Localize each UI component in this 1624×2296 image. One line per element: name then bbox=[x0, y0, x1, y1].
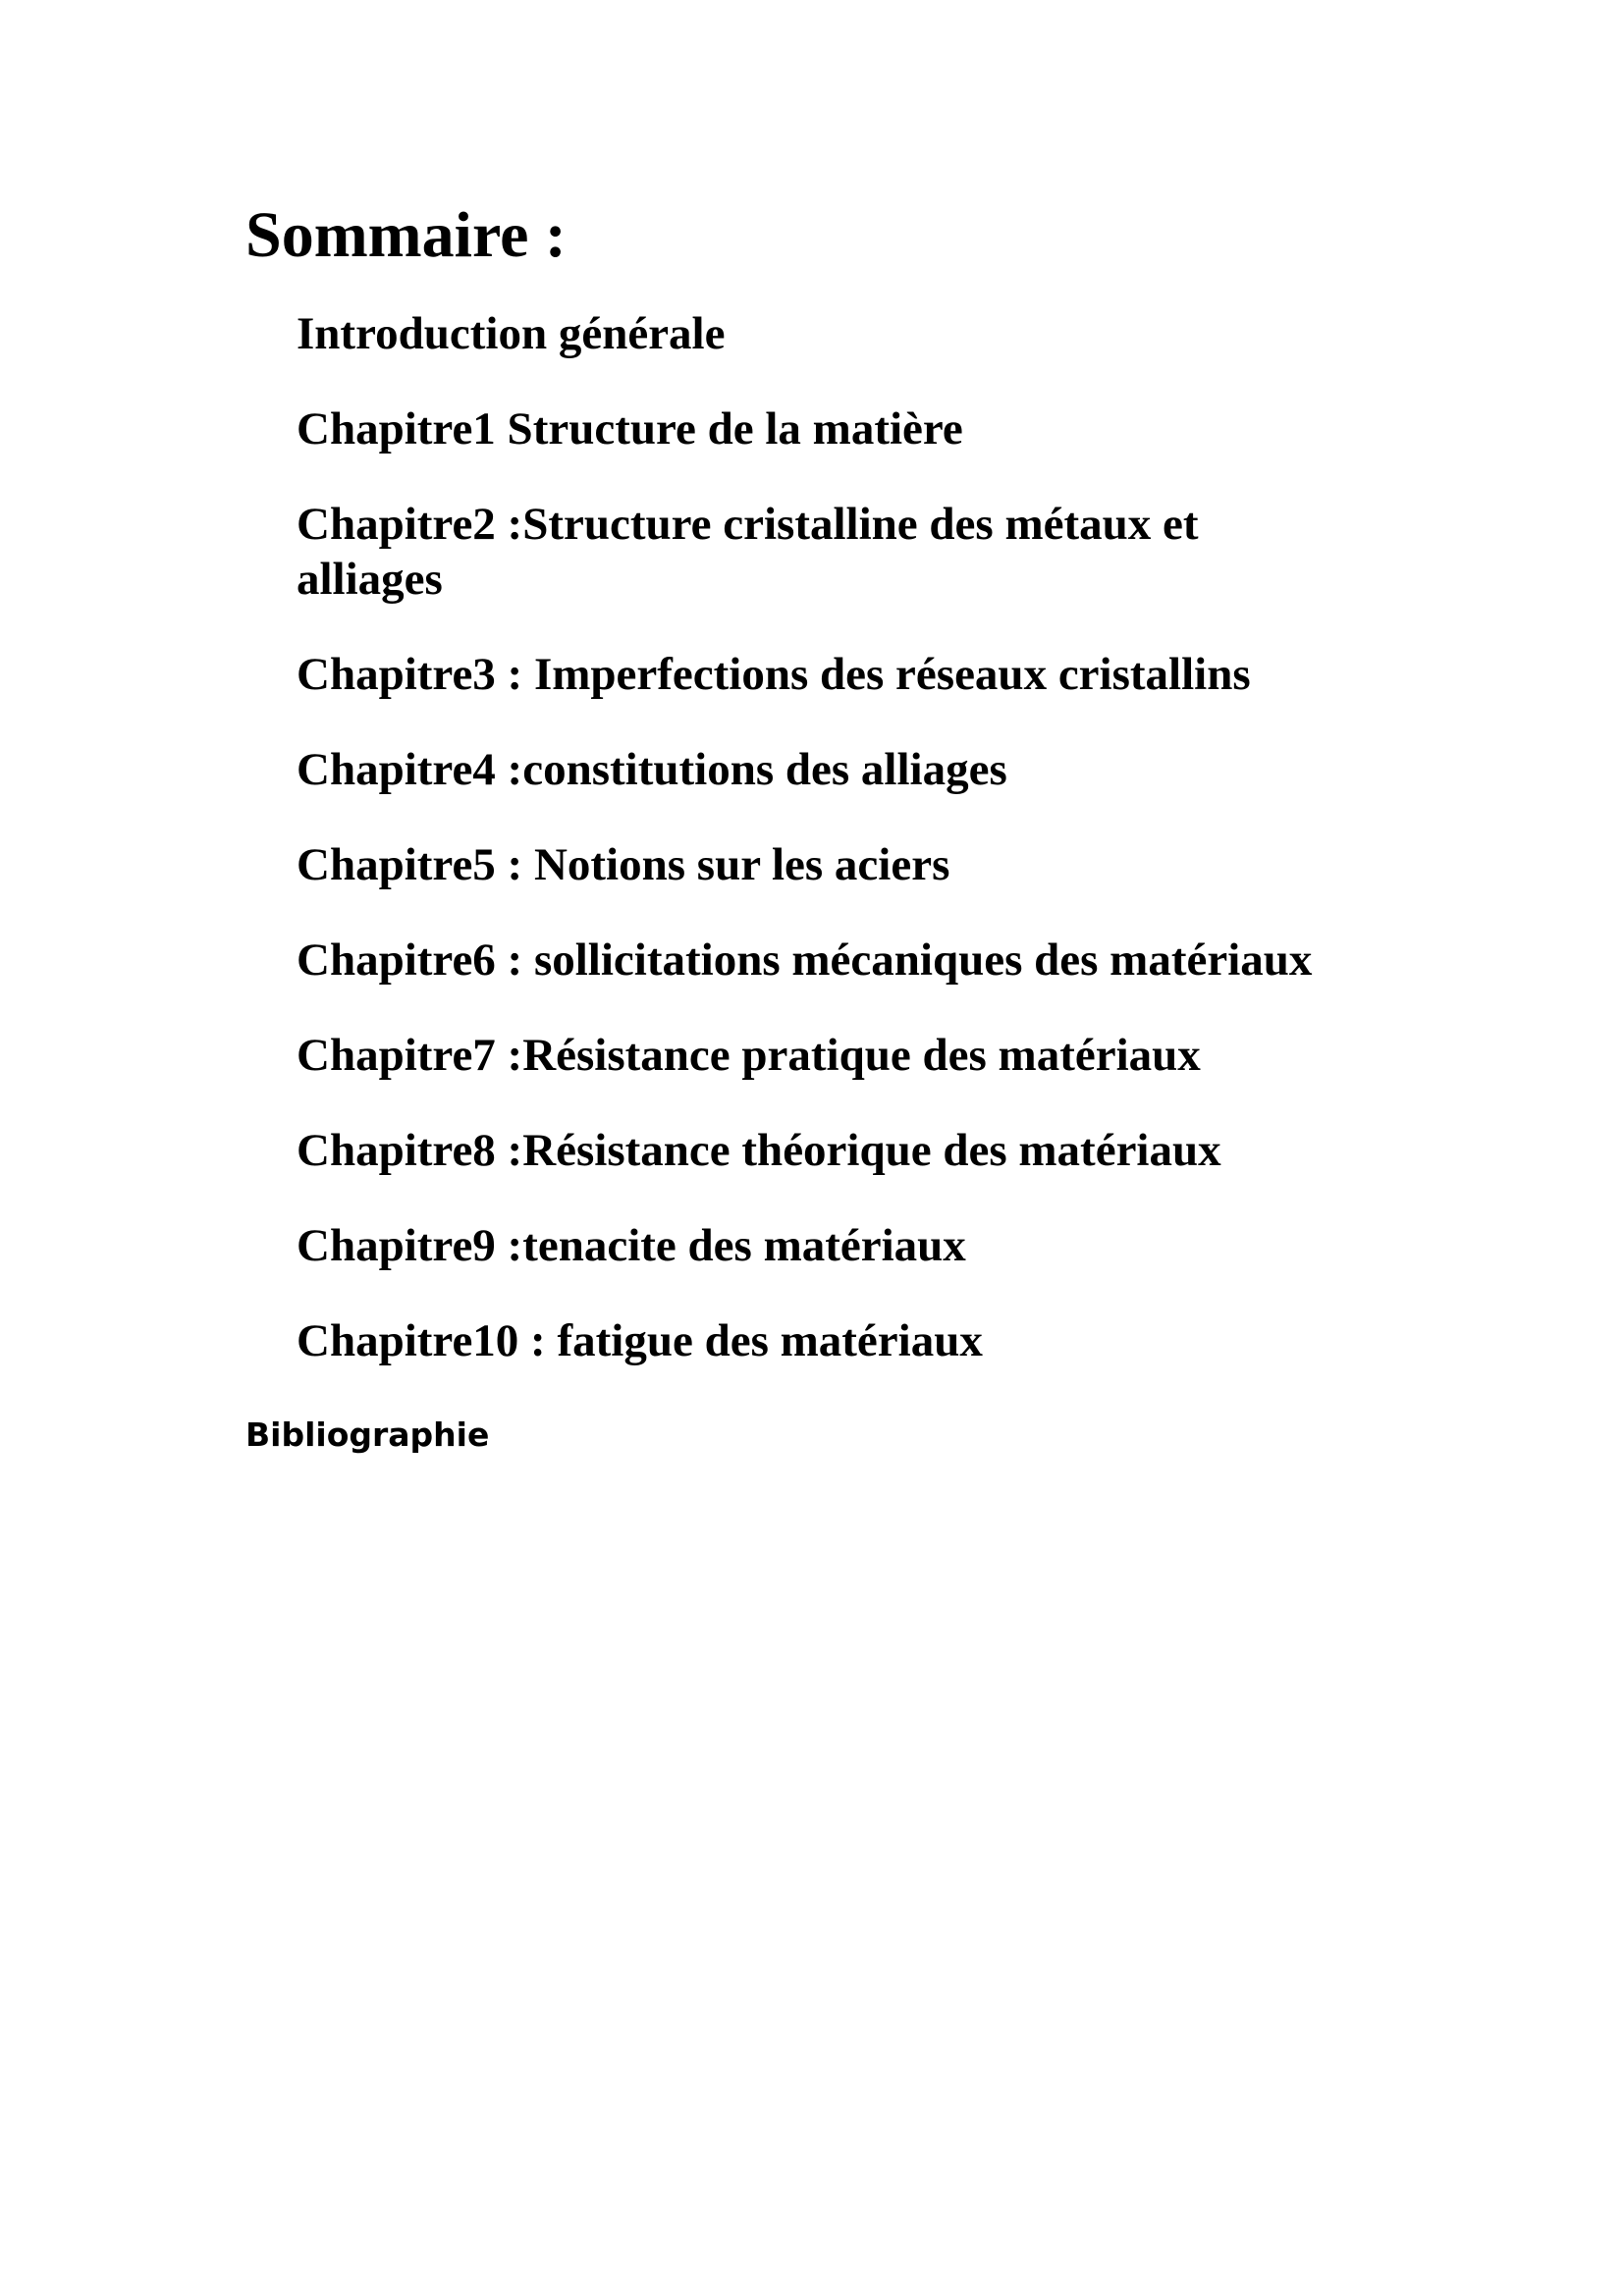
toc-item-chapter-5: Chapitre5 : Notions sur les aciers bbox=[297, 839, 950, 890]
toc-item-chapter-4: Chapitre4 :constitutions des alliages bbox=[297, 744, 1007, 795]
toc-item-chapter-8: Chapitre8 :Résistance théorique des matériaux bbox=[297, 1125, 1221, 1176]
toc-item-chapter-3: Chapitre3 : Imperfections des réseaux cristallins bbox=[297, 649, 1251, 700]
toc-item-chapter-1: Chapitre1 Structure de la matière bbox=[297, 403, 963, 454]
toc-item-chapter-10: Chapitre10 : fatigue des matériaux bbox=[297, 1315, 983, 1366]
bibliography-heading: Bibliographie bbox=[245, 1415, 490, 1454]
page-title: Sommaire : bbox=[245, 199, 567, 271]
toc-item-introduction: Introduction générale bbox=[297, 308, 726, 359]
toc-item-chapter-6: Chapitre6 : sollicitations mécaniques des matériaux bbox=[297, 934, 1313, 986]
toc-item-chapter-7: Chapitre7 :Résistance pratique des matériaux bbox=[297, 1030, 1201, 1081]
toc-item-chapter-2: Chapitre2 :Structure cristalline des métaux et alliages bbox=[297, 499, 1199, 605]
toc-item-chapter-9: Chapitre9 :tenacite des matériaux bbox=[297, 1220, 966, 1271]
table-of-contents bbox=[297, 306, 1455, 1409]
